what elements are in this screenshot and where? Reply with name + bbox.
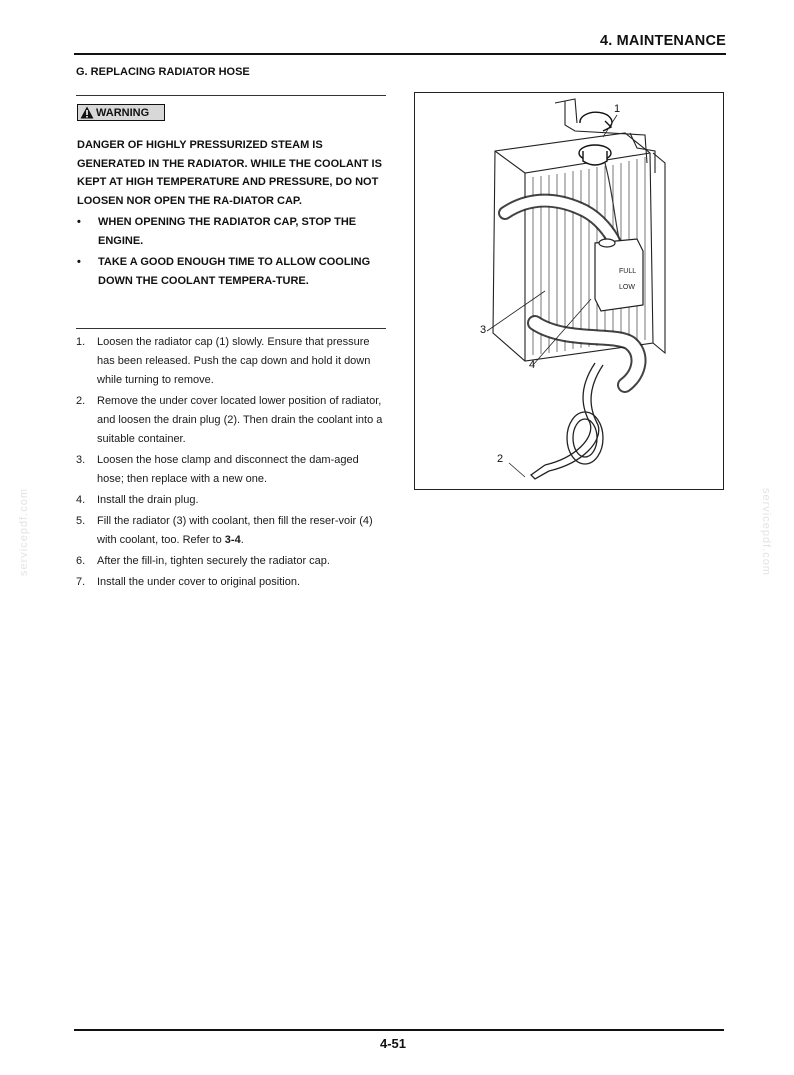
section-reference: 3-4 [224,534,241,546]
warning-text: DANGER OF HIGHLY PRESSURIZED STEAM IS GENERATED IN THE RADIATOR. WHILE THE COOLANT IS KEPT AT HIGH TEMPERATURE AND PRESSURE, DO NOT LOOSEN NOR OPEN THE RA-DIATOR CAP. [77,139,382,207]
step-text: Loosen the radiator cap (1) slowly. Ensure that pressure has been released. Push the cap down and hold it down while turning to remove. [97,336,371,386]
radiator-figure [414,92,724,490]
section-title: G. REPLACING RADIATOR HOSE [76,66,250,78]
step-text: Loosen the hose clamp and disconnect the dam-aged hose; then replace with a new one. [97,454,359,485]
header-divider [74,53,726,55]
step-text: Remove the under cover located lower position of radiator, and loosen the drain plug (2). Then drain the coolant into a suitable container. [97,395,383,445]
step-number: 4. [76,494,86,506]
chapter-title: 4. MAINTENANCE [599,33,726,49]
step-number: 5. [76,515,86,527]
step-item [76,512,388,550]
procedure-steps [76,333,388,594]
step-item [76,392,388,449]
watermark: servicepdf.com [760,488,772,576]
step-item [76,491,388,510]
callout-4: 4 [529,359,536,371]
callout-2: 2 [497,453,504,465]
reservoir-low-mark: LOW [619,284,635,291]
callout-3: 3 [480,324,487,336]
step-item [76,333,388,390]
warning-bullet: • WHEN OPENING THE RADIATOR CAP, STOP THE ENGINE. [77,213,387,250]
step-text-end: . [240,534,244,546]
warning-bullet: • TAKE A GOOD ENOUGH TIME TO ALLOW COOLING DOWN THE COOLANT TEMPERA-TURE. [77,253,387,290]
warning-triangle-icon [80,106,94,119]
step-number: 2. [76,395,86,407]
step-number: 7. [76,576,86,588]
radiator-illustration [415,93,723,489]
watermark: servicepdf.com [18,488,30,576]
step-text: Fill the radiator (3) with coolant, then fill the reser-voir (4) with coolant, too. Refer to [97,515,373,546]
warning-bullets [77,213,387,290]
step-item [76,573,388,592]
warning-divider [76,328,386,329]
step-text: Install the under cover to original position. [97,576,301,588]
step-text: Install the drain plug. [97,494,199,506]
step-item [76,552,388,571]
step-number: 1. [76,336,86,348]
page-number: 4-51 [380,1036,407,1051]
callout-1: 1 [614,103,621,115]
step-text: After the fill-in, tighten securely the radiator cap. [97,555,330,567]
section-divider [76,95,386,96]
warning-block [77,136,387,293]
footer-divider [74,1029,724,1031]
step-item [76,451,388,489]
warning-label: WARNING [96,106,150,119]
step-number: 3. [76,454,86,466]
warning-badge [77,104,165,121]
step-number: 6. [76,555,86,567]
reservoir-full-mark: FULL [619,268,637,275]
